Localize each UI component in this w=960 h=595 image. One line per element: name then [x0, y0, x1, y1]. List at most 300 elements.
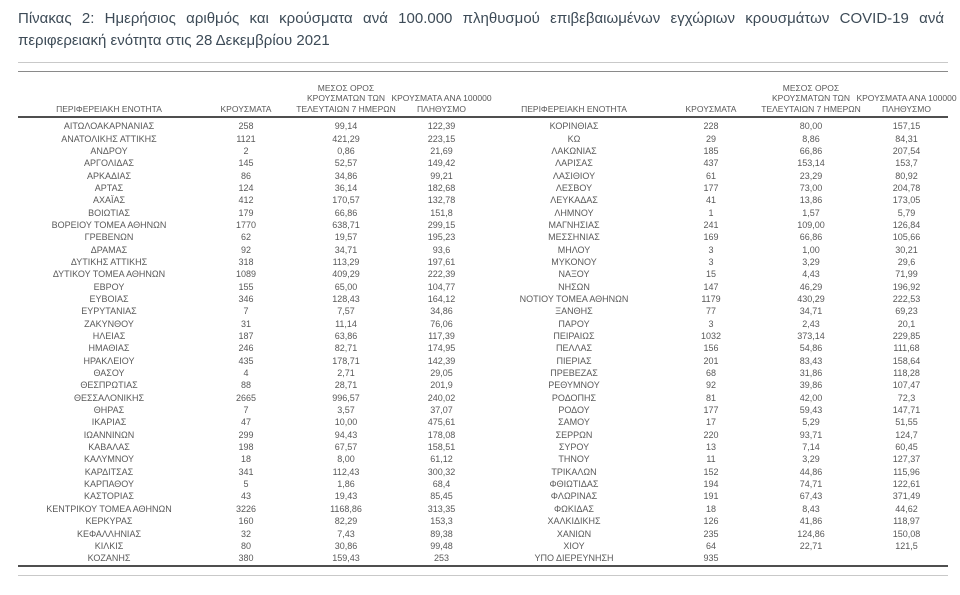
cell-per-100000: 182,68 — [427, 182, 456, 193]
table-row — [18, 231, 483, 243]
cell-cases: 228 — [703, 121, 719, 132]
cell-7day-average: 66,86 — [799, 232, 823, 243]
cell-cases: 2665 — [235, 392, 257, 403]
table-header-row — [18, 72, 957, 118]
cell-regional-unit: ΠΕΙΡΑΙΩΣ — [553, 331, 595, 342]
cell-cases: 47 — [240, 417, 251, 428]
cell-7day-average: 28,71 — [334, 380, 358, 391]
cell-regional-unit: ΣΑΜΟΥ — [558, 417, 590, 428]
cell-cases: 152 — [703, 466, 719, 477]
table-row — [483, 379, 948, 391]
cell-cases: 1089 — [235, 269, 257, 280]
cell-regional-unit: ΖΑΚΥΝΘΟΥ — [84, 318, 134, 329]
table-row — [483, 305, 948, 317]
cell-regional-unit: ΗΜΑΘΙΑΣ — [88, 343, 130, 354]
cell-cases: 15 — [705, 269, 716, 280]
cell-7day-average: 3,57 — [337, 405, 355, 416]
cell-7day-average: 3,29 — [802, 454, 820, 465]
table-row — [483, 194, 948, 206]
cell-regional-unit: ΛΑΡΙΣΑΣ — [555, 158, 593, 169]
cell-regional-unit: ΑΧΑΪΑΣ — [92, 195, 126, 206]
cell-regional-unit: ΜΑΓΝΗΣΙΑΣ — [548, 219, 600, 230]
cell-cases: 3 — [708, 244, 714, 255]
cell-per-100000: 150,08 — [892, 528, 921, 539]
cell-regional-unit: ΘΕΣΠΡΩΤΙΑΣ — [80, 380, 138, 391]
table-row — [483, 355, 948, 367]
table-row — [18, 429, 483, 441]
cell-per-100000: 93,6 — [432, 244, 451, 255]
table-row — [483, 453, 948, 465]
cell-7day-average: 36,14 — [334, 182, 358, 193]
cell-per-100000: 313,35 — [427, 503, 456, 514]
table-row — [18, 466, 483, 478]
cell-7day-average: 41,86 — [799, 516, 823, 527]
cell-per-100000: 147,71 — [892, 405, 921, 416]
table-row — [18, 280, 483, 292]
cell-per-100000: 69,23 — [895, 306, 918, 317]
cell-regional-unit: ΠΑΡΟΥ — [558, 318, 590, 329]
cell-per-100000: 76,06 — [430, 318, 453, 329]
cell-7day-average: 1,86 — [337, 479, 355, 490]
table-row — [483, 441, 948, 453]
cell-regional-unit: ΗΡΑΚΛΕΙΟΥ — [83, 355, 135, 366]
cell-7day-average: 52,57 — [334, 158, 358, 169]
cell-cases: 18 — [240, 454, 251, 465]
table-row — [18, 515, 483, 527]
cell-7day-average: 1,00 — [802, 244, 820, 255]
cell-per-100000: 68,4 — [432, 479, 451, 490]
cell-per-100000: 84,31 — [895, 133, 918, 144]
cell-regional-unit: ΝΗΣΩΝ — [558, 281, 590, 292]
cell-7day-average: 80,00 — [799, 121, 823, 132]
table-row — [18, 379, 483, 391]
cell-7day-average: 170,57 — [332, 195, 360, 206]
cell-regional-unit: ΣΕΡΡΩΝ — [555, 429, 593, 440]
cell-cases: 86 — [240, 170, 251, 181]
table-row — [18, 453, 483, 465]
cell-per-100000: 299,15 — [427, 219, 456, 230]
cell-7day-average: 67,43 — [799, 491, 823, 502]
cell-regional-unit: ΡΟΔΟΥ — [558, 405, 590, 416]
cell-cases: 5 — [243, 479, 249, 490]
cell-cases: 185 — [703, 145, 719, 156]
table-row — [18, 355, 483, 367]
table-row — [483, 231, 948, 243]
table-row — [483, 318, 948, 330]
table-row — [483, 466, 948, 478]
cell-regional-unit: ΑΡΚΑΔΙΑΣ — [86, 170, 132, 181]
cell-cases: 32 — [240, 528, 251, 539]
column-header-per-100000-label: ΚΡΟΥΣΜΑΤΑ ΑΝΑ 100000 ΠΛΗΘΥΣΜΟ — [391, 93, 492, 114]
cell-7day-average: 59,43 — [799, 405, 823, 416]
table-row — [483, 552, 948, 564]
cell-regional-unit: ΘΑΣΟΥ — [93, 368, 125, 379]
table-row — [483, 280, 948, 292]
table-row — [18, 120, 483, 132]
table-row — [18, 194, 483, 206]
cell-per-100000: 371,49 — [892, 491, 921, 502]
table-row — [483, 243, 948, 255]
cell-per-100000: 118,28 — [893, 368, 920, 379]
cell-regional-unit: ΚΙΛΚΙΣ — [94, 540, 124, 551]
cell-cases: 11 — [706, 454, 716, 465]
cell-7day-average: 34,86 — [334, 170, 358, 181]
cell-cases: 299 — [238, 429, 254, 440]
cell-7day-average: 73,00 — [799, 182, 823, 193]
cell-per-100000: 51,55 — [895, 417, 918, 428]
cell-cases: 17 — [705, 417, 716, 428]
cell-per-100000: 173,05 — [892, 195, 921, 206]
cell-regional-unit: ΞΑΝΘΗΣ — [555, 306, 593, 317]
table-row — [18, 416, 483, 428]
cell-7day-average: 82,29 — [334, 516, 358, 527]
table-row — [18, 318, 483, 330]
cell-cases: 88 — [240, 380, 251, 391]
cell-per-100000: 104,77 — [427, 281, 456, 292]
cell-per-100000: 72,3 — [897, 392, 916, 403]
cell-regional-unit: ΘΕΣΣΑΛΟΝΙΚΗΣ — [73, 392, 145, 403]
cell-per-100000: 124,7 — [895, 429, 918, 440]
covid-cases-table — [18, 62, 957, 576]
cell-cases: 935 — [703, 553, 719, 564]
cell-regional-unit: ΜΥΚΟΝΟΥ — [551, 256, 597, 267]
cell-cases: 235 — [703, 528, 719, 539]
cell-cases: 3226 — [235, 503, 257, 514]
cell-cases: 81 — [705, 392, 716, 403]
cell-per-100000: 201,9 — [430, 380, 453, 391]
cell-7day-average: 22,71 — [799, 540, 823, 551]
cell-cases: 68 — [705, 368, 716, 379]
cell-cases: 80 — [240, 540, 251, 551]
cell-regional-unit: ΜΗΛΟΥ — [557, 244, 591, 255]
cell-regional-unit: ΚΑΛΥΜΝΟΥ — [83, 454, 135, 465]
cell-7day-average: 1168,86 — [330, 503, 362, 514]
table-row — [483, 219, 948, 231]
table-row — [18, 404, 483, 416]
cell-7day-average: 8,86 — [802, 133, 820, 144]
cell-regional-unit: ΑΡΤΑΣ — [94, 182, 124, 193]
cell-7day-average: 373,14 — [797, 331, 825, 342]
cell-7day-average: 65,00 — [334, 281, 358, 292]
cell-7day-average: 7,43 — [337, 528, 355, 539]
cell-cases: 92 — [705, 380, 716, 391]
cell-regional-unit: ΛΑΣΙΘΙΟΥ — [552, 170, 596, 181]
table-row — [483, 169, 948, 181]
table-row — [483, 206, 948, 218]
cell-per-100000: 60,45 — [895, 442, 918, 453]
column-header-7day-average: ΜΕΣΟΣ ΟΡΟΣ ΚΡΟΥΣΜΑΤΩΝ ΤΩΝ ΤΕΛΕΥΤΑΙΩΝ 7 ΗΜΕΡΩΝ — [296, 82, 396, 114]
cell-7day-average: 7,14 — [802, 442, 820, 453]
cell-cases: 318 — [238, 256, 254, 267]
table-row — [483, 157, 948, 169]
cell-regional-unit: ΤΡΙΚΑΛΩΝ — [551, 466, 597, 477]
table-row — [483, 145, 948, 157]
cell-regional-unit: ΘΗΡΑΣ — [93, 405, 125, 416]
cell-cases: 1 — [708, 207, 714, 218]
cell-per-100000: 223,15 — [427, 133, 456, 144]
cell-cases: 4 — [243, 368, 249, 379]
cell-regional-unit: ΦΩΚΙΔΑΣ — [554, 503, 594, 514]
cell-cases: 435 — [238, 355, 254, 366]
cell-regional-unit: ΚΑΡΠΑΘΟΥ — [83, 479, 135, 490]
cell-regional-unit: ΔΥΤΙΚΟΥ ΤΟΜΕΑ ΑΘΗΝΩΝ — [52, 269, 166, 280]
cell-cases: 194 — [703, 479, 719, 490]
cell-cases: 41 — [705, 195, 716, 206]
column-header-per-100000 — [391, 72, 492, 114]
cell-regional-unit: ΥΠΟ ΔΙΕΡΕΥΝΗΣΗ — [534, 553, 614, 564]
cell-7day-average: 42,00 — [799, 392, 823, 403]
cell-7day-average: 0,86 — [337, 145, 355, 156]
table-row — [483, 120, 948, 132]
cell-regional-unit: ΑΝΔΡΟΥ — [90, 145, 128, 156]
cell-7day-average: 54,86 — [799, 343, 823, 354]
table-row — [18, 527, 483, 539]
table-row — [483, 182, 948, 194]
cell-cases: 3 — [708, 318, 714, 329]
cell-7day-average: 30,86 — [334, 540, 358, 551]
cell-regional-unit: ΚΕΡΚΥΡΑΣ — [85, 516, 133, 527]
cell-per-100000: 34,86 — [430, 306, 453, 317]
table-body-right — [483, 120, 948, 564]
cell-7day-average: 430,29 — [797, 293, 825, 304]
cell-7day-average: 83,43 — [799, 355, 823, 366]
cell-cases: 62 — [240, 232, 251, 243]
cell-cases: 3 — [708, 256, 714, 267]
cell-regional-unit: ΝΟΤΙΟΥ ΤΟΜΕΑ ΑΘΗΝΩΝ — [519, 293, 629, 304]
cell-7day-average: 421,29 — [332, 133, 360, 144]
cell-per-100000: 105,66 — [892, 232, 921, 243]
table-row — [18, 256, 483, 268]
cell-per-100000: 174,95 — [427, 343, 456, 354]
cell-per-100000: 153,7 — [895, 158, 918, 169]
cell-regional-unit: ΣΥΡΟΥ — [558, 442, 590, 453]
table-row — [483, 404, 948, 416]
cell-cases: 179 — [238, 207, 254, 218]
cell-regional-unit: ΚΩ — [567, 133, 581, 144]
cell-cases: 191 — [703, 491, 719, 502]
cell-7day-average: 23,29 — [799, 170, 823, 181]
cell-per-100000: 21,69 — [430, 145, 453, 156]
cell-regional-unit: ΙΚΑΡΙΑΣ — [91, 417, 127, 428]
cell-7day-average: 94,43 — [334, 429, 358, 440]
cell-per-100000: 126,84 — [892, 219, 921, 230]
cell-regional-unit: ΚΑΒΑΛΑΣ — [88, 442, 130, 453]
cell-per-100000: 229,85 — [892, 331, 921, 342]
cell-cases: 7 — [243, 405, 249, 416]
cell-cases: 380 — [238, 553, 254, 564]
cell-cases: 7 — [243, 306, 249, 317]
cell-cases: 18 — [705, 503, 716, 514]
cell-per-100000: 30,21 — [895, 244, 918, 255]
cell-regional-unit: ΒΟΡΕΙΟΥ ΤΟΜΕΑ ΑΘΗΝΩΝ — [51, 219, 167, 230]
table-row — [18, 540, 483, 552]
cell-7day-average: 74,71 — [799, 479, 823, 490]
cell-per-100000: 158,51 — [427, 442, 456, 453]
cell-7day-average: 19,43 — [334, 491, 358, 502]
cell-per-100000: 222,53 — [892, 293, 921, 304]
cell-regional-unit: ΑΙΤΩΛΟΑΚΑΡΝΑΝΙΑΣ — [63, 121, 155, 132]
table-row — [483, 293, 948, 305]
cell-regional-unit: ΡΕΘΥΜΝΟΥ — [548, 380, 600, 391]
cell-per-100000: 127,37 — [892, 454, 921, 465]
cell-per-100000: 29,05 — [430, 368, 453, 379]
table-row — [18, 503, 483, 515]
cell-7day-average: 82,71 — [334, 343, 358, 354]
cell-cases: 169 — [703, 232, 719, 243]
table-row — [18, 157, 483, 169]
column-header-per-100000-label: ΚΡΟΥΣΜΑΤΑ ΑΝΑ 100000 ΠΛΗΘΥΣΜΟ — [856, 93, 957, 114]
cell-per-100000: 71,99 — [895, 269, 918, 280]
cell-per-100000: 222,39 — [427, 269, 456, 280]
cell-per-100000: 99,21 — [430, 170, 453, 181]
cell-per-100000: 80,92 — [895, 170, 918, 181]
table-row — [483, 330, 948, 342]
cell-regional-unit: ΦΘΙΩΤΙΔΑΣ — [549, 479, 599, 490]
cell-regional-unit: ΔΥΤΙΚΗΣ ΑΤΤΙΚΗΣ — [70, 256, 148, 267]
cell-cases: 246 — [238, 343, 254, 354]
cell-7day-average: 7,57 — [337, 306, 355, 317]
table-row — [18, 490, 483, 502]
cell-per-100000: 5,79 — [897, 207, 916, 218]
cell-7day-average: 124,86 — [797, 528, 825, 539]
cell-cases: 177 — [703, 405, 719, 416]
cell-per-100000: 197,61 — [427, 256, 456, 267]
cell-regional-unit: ΕΥΒΟΙΑΣ — [89, 293, 129, 304]
cell-per-100000: 29,6 — [897, 256, 916, 267]
cell-cases: 346 — [238, 293, 254, 304]
cell-regional-unit: ΦΛΩΡΙΝΑΣ — [550, 491, 598, 502]
cell-regional-unit: ΓΡΕΒΕΝΩΝ — [84, 232, 134, 243]
table-row — [483, 540, 948, 552]
cell-cases: 1179 — [701, 293, 721, 304]
cell-cases: 177 — [703, 182, 719, 193]
cell-7day-average: 4,43 — [802, 269, 820, 280]
column-header-per-100000 — [856, 72, 957, 114]
cell-regional-unit: ΧΑΛΚΙΔΙΚΗΣ — [547, 516, 601, 527]
cell-per-100000: 196,92 — [892, 281, 921, 292]
cell-7day-average: 153,14 — [797, 158, 825, 169]
table-body — [18, 118, 948, 567]
cell-per-100000: 89,38 — [430, 528, 453, 539]
cell-cases: 145 — [238, 158, 254, 169]
cell-7day-average: 99,14 — [334, 121, 358, 132]
cell-regional-unit: ΤΗΝΟΥ — [558, 454, 590, 465]
cell-7day-average: 67,57 — [334, 442, 358, 453]
cell-7day-average: 39,86 — [799, 380, 823, 391]
cell-cases: 61 — [705, 170, 716, 181]
cell-7day-average: 66,86 — [334, 207, 358, 218]
cell-cases: 1121 — [236, 133, 256, 144]
cell-regional-unit: ΙΩΑΝΝΙΝΩΝ — [83, 429, 135, 440]
table-row — [483, 429, 948, 441]
cell-regional-unit: ΔΡΑΜΑΣ — [90, 244, 128, 255]
table-row — [483, 268, 948, 280]
cell-7day-average: 93,71 — [799, 429, 823, 440]
cell-cases: 13 — [705, 442, 716, 453]
table-row — [483, 256, 948, 268]
cell-7day-average: 128,43 — [332, 293, 360, 304]
column-header-regional-unit: ΠΕΡΙΦΕΡΕΙΑΚΗ ΕΝΟΤΗΤΑ — [521, 103, 627, 114]
cell-regional-unit: ΠΙΕΡΙΑΣ — [556, 355, 592, 366]
table-row — [483, 527, 948, 539]
cell-7day-average: 996,57 — [332, 392, 360, 403]
cell-per-100000: 142,39 — [427, 355, 456, 366]
cell-per-100000: 122,39 — [427, 121, 456, 132]
cell-7day-average: 44,86 — [799, 466, 823, 477]
cell-regional-unit: ΚΕΦΑΛΛΗΝΙΑΣ — [76, 528, 142, 539]
cell-cases: 43 — [240, 491, 251, 502]
cell-regional-unit: ΛΑΚΩΝΙΑΣ — [551, 145, 597, 156]
cell-per-100000: 300,32 — [427, 466, 456, 477]
cell-per-100000: 158,64 — [892, 355, 921, 366]
cell-regional-unit: ΡΟΔΟΠΗΣ — [551, 392, 597, 403]
cell-7day-average: 8,43 — [802, 503, 820, 514]
table-row — [483, 367, 948, 379]
cell-cases: 241 — [703, 219, 719, 230]
cell-7day-average: 13,86 — [799, 195, 823, 206]
cell-regional-unit: ΛΕΥΚΑΔΑΣ — [550, 195, 598, 206]
cell-per-100000: 122,61 — [892, 479, 921, 490]
cell-per-100000: 99,48 — [430, 540, 453, 551]
table-row — [18, 206, 483, 218]
cell-per-100000: 132,78 — [427, 195, 456, 206]
cell-per-100000: 37,07 — [430, 405, 453, 416]
table-header-right — [483, 72, 957, 116]
table-row — [483, 503, 948, 515]
cell-per-100000: 121,5 — [895, 540, 918, 551]
table-row — [18, 145, 483, 157]
cell-per-100000: 157,15 — [892, 121, 921, 132]
cell-cases: 341 — [238, 466, 254, 477]
table-row — [18, 305, 483, 317]
cell-cases: 2 — [243, 145, 249, 156]
table-caption: Πίνακας 2: Ημερήσιος αριθμός και κρούσματα ανά 100.000 πληθυσμού επιβεβαιωμένων εγχώριων κρουσμάτων COVID-19 ανά περιφερειακή ενότητα στις 28 Δεκεμβρίου 2021 — [18, 10, 944, 49]
table-row — [483, 392, 948, 404]
cell-7day-average: 31,86 — [799, 368, 823, 379]
cell-7day-average: 34,71 — [799, 306, 823, 317]
cell-cases: 156 — [703, 343, 719, 354]
cell-7day-average: 10,00 — [334, 417, 358, 428]
cell-7day-average: 112,43 — [332, 466, 360, 477]
table-row — [18, 552, 483, 564]
table-row — [18, 342, 483, 354]
cell-per-100000: 117,39 — [428, 331, 455, 342]
table-header-left — [18, 72, 492, 116]
table-row — [483, 478, 948, 490]
cell-per-100000: 204,78 — [892, 182, 921, 193]
cell-regional-unit: ΚΕΝΤΡΙΚΟΥ ΤΟΜΕΑ ΑΘΗΝΩΝ — [46, 503, 172, 514]
cell-cases: 64 — [705, 540, 716, 551]
table-row — [18, 219, 483, 231]
outer-top-rule — [18, 62, 948, 63]
cell-cases: 187 — [238, 331, 254, 342]
cell-cases: 198 — [238, 442, 254, 453]
cell-per-100000: 118,97 — [893, 516, 920, 527]
cell-per-100000: 107,47 — [892, 380, 921, 391]
cell-cases: 437 — [703, 158, 719, 169]
cell-regional-unit: ΚΟΡΙΝΘΙΑΣ — [549, 121, 599, 132]
column-header-7day-average: ΜΕΣΟΣ ΟΡΟΣ ΚΡΟΥΣΜΑΤΩΝ ΤΩΝ ΤΕΛΕΥΤΑΙΩΝ 7 ΗΜΕΡΩΝ — [761, 82, 861, 114]
cell-per-100000: 20,1 — [897, 318, 916, 329]
table-row — [483, 132, 948, 144]
cell-7day-average: 2,71 — [337, 368, 355, 379]
cell-per-100000: 111,68 — [893, 343, 920, 354]
table-row — [483, 342, 948, 354]
cell-7day-average: 8,00 — [337, 454, 355, 465]
column-header-cases: ΚΡΟΥΣΜΑΤΑ — [685, 103, 737, 114]
cell-7day-average: 178,71 — [332, 355, 360, 366]
table-row — [483, 416, 948, 428]
